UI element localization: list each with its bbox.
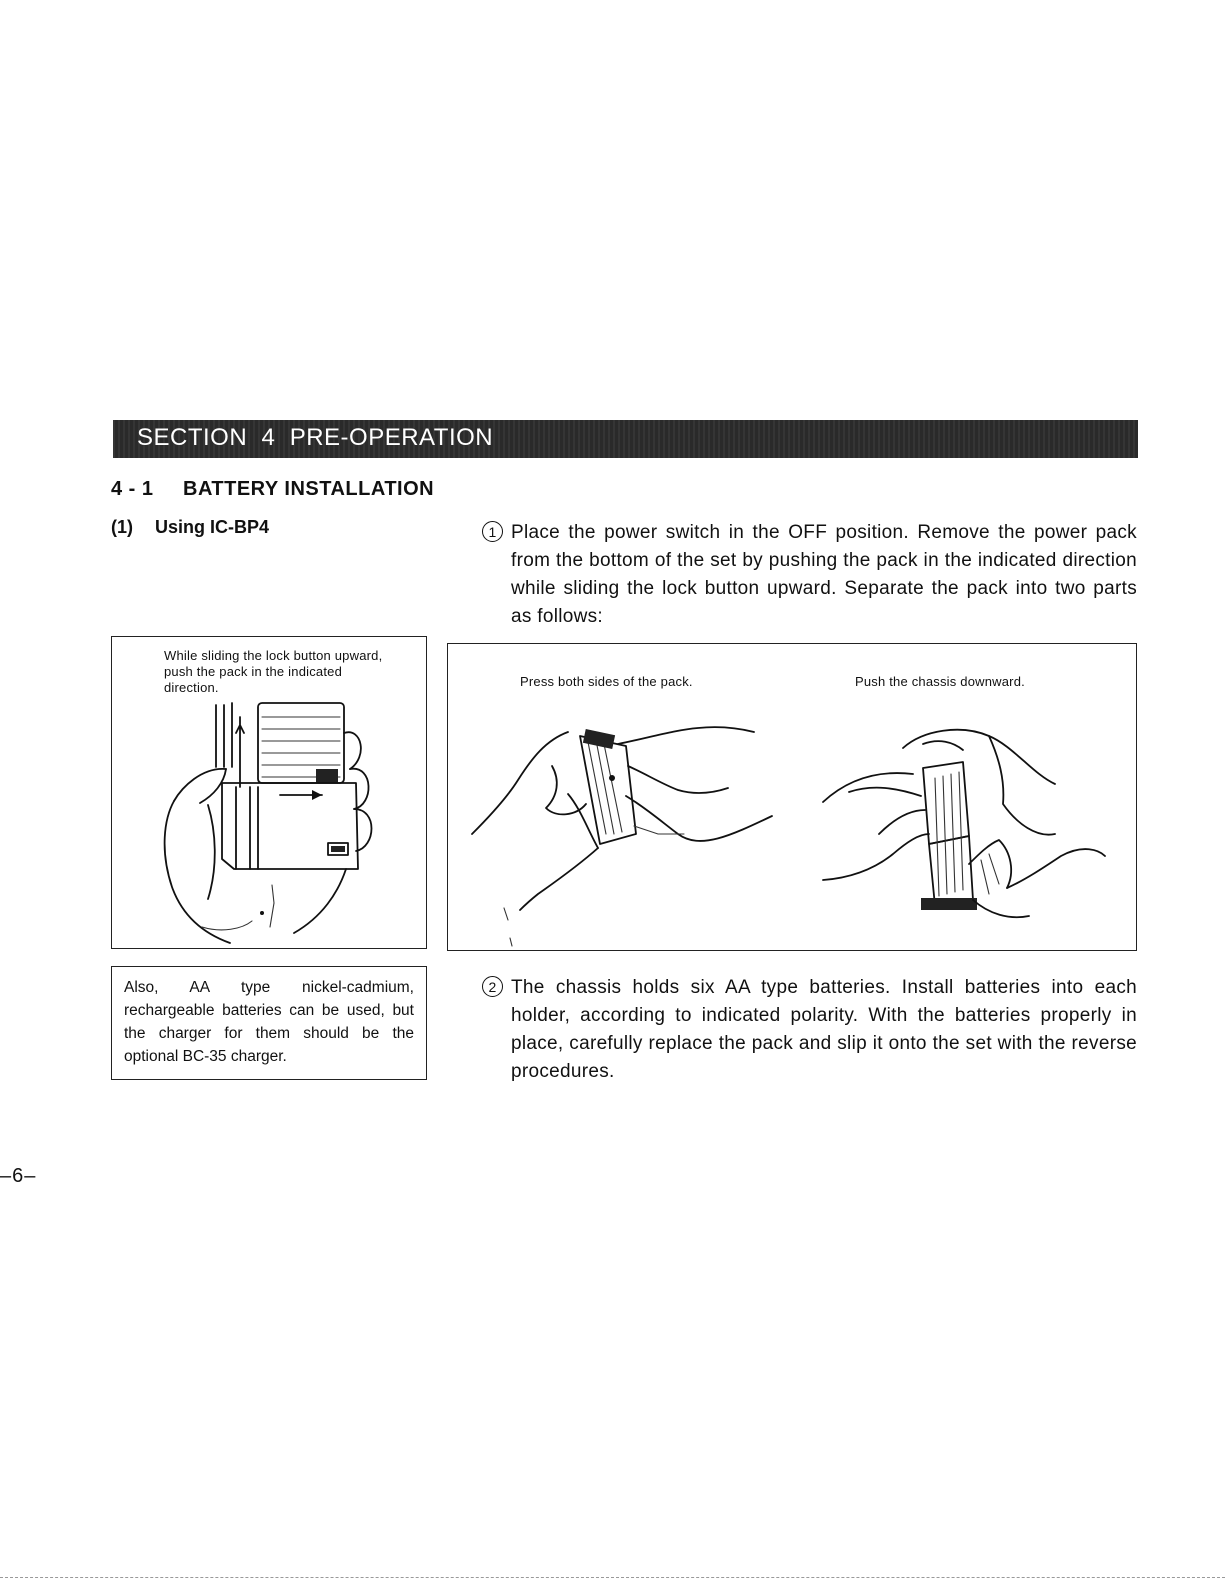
hands-press-pack-illustration [448,684,788,954]
subsection-heading [111,478,434,501]
page-number: –6– [0,1165,37,1187]
subsubsection-heading [111,517,269,538]
step-2-text: The chassis holds six AA type batteries. Install batteries into each holder, according to indicated polarity. With the batteries properly in place, carefully replace the pack and slip it onto the set with the reverse procedures. [511,977,1137,1082]
hands-push-chassis-illustration [793,684,1133,954]
figure-right-caption-1: Press both sides of the pack. [520,674,693,689]
step-1-text: Place the power switch in the OFF position. Remove the power pack from the bottom of the set by pushing the pack in the indicated direction while sliding the lock button upward. Separate the pack into two parts as follows: [511,522,1137,627]
subsubsection-number: (1) [111,517,133,537]
step-1-marker: 1 [482,521,503,542]
figure-left-caption: While sliding the lock button upward, push the pack in the indicated direction. [164,648,383,695]
note-box [111,966,427,1080]
note-text: Also, AA type nickel-cadmium, rechargeable batteries can be used, but the charger for them should be the optional BC-35 charger. [124,979,414,1065]
radio-battery-removal-illustration [112,637,428,950]
subsubsection-title: Using IC-BP4 [155,517,270,537]
scan-border-line [0,1577,1225,1578]
step-2-marker: 2 [482,976,503,997]
step-2 [488,974,1137,1086]
figure-pack-separation [447,643,1137,951]
figure-lock-button [111,636,427,949]
step-1 [488,519,1137,631]
section-header-bar [113,420,1138,458]
section-title: SECTION 4 PRE-OPERATION [137,424,494,451]
subsection-number: 4 - 1 [111,478,154,500]
subsection-title: BATTERY INSTALLATION [183,478,435,500]
figure-right-caption-2: Push the chassis downward. [855,674,1025,689]
